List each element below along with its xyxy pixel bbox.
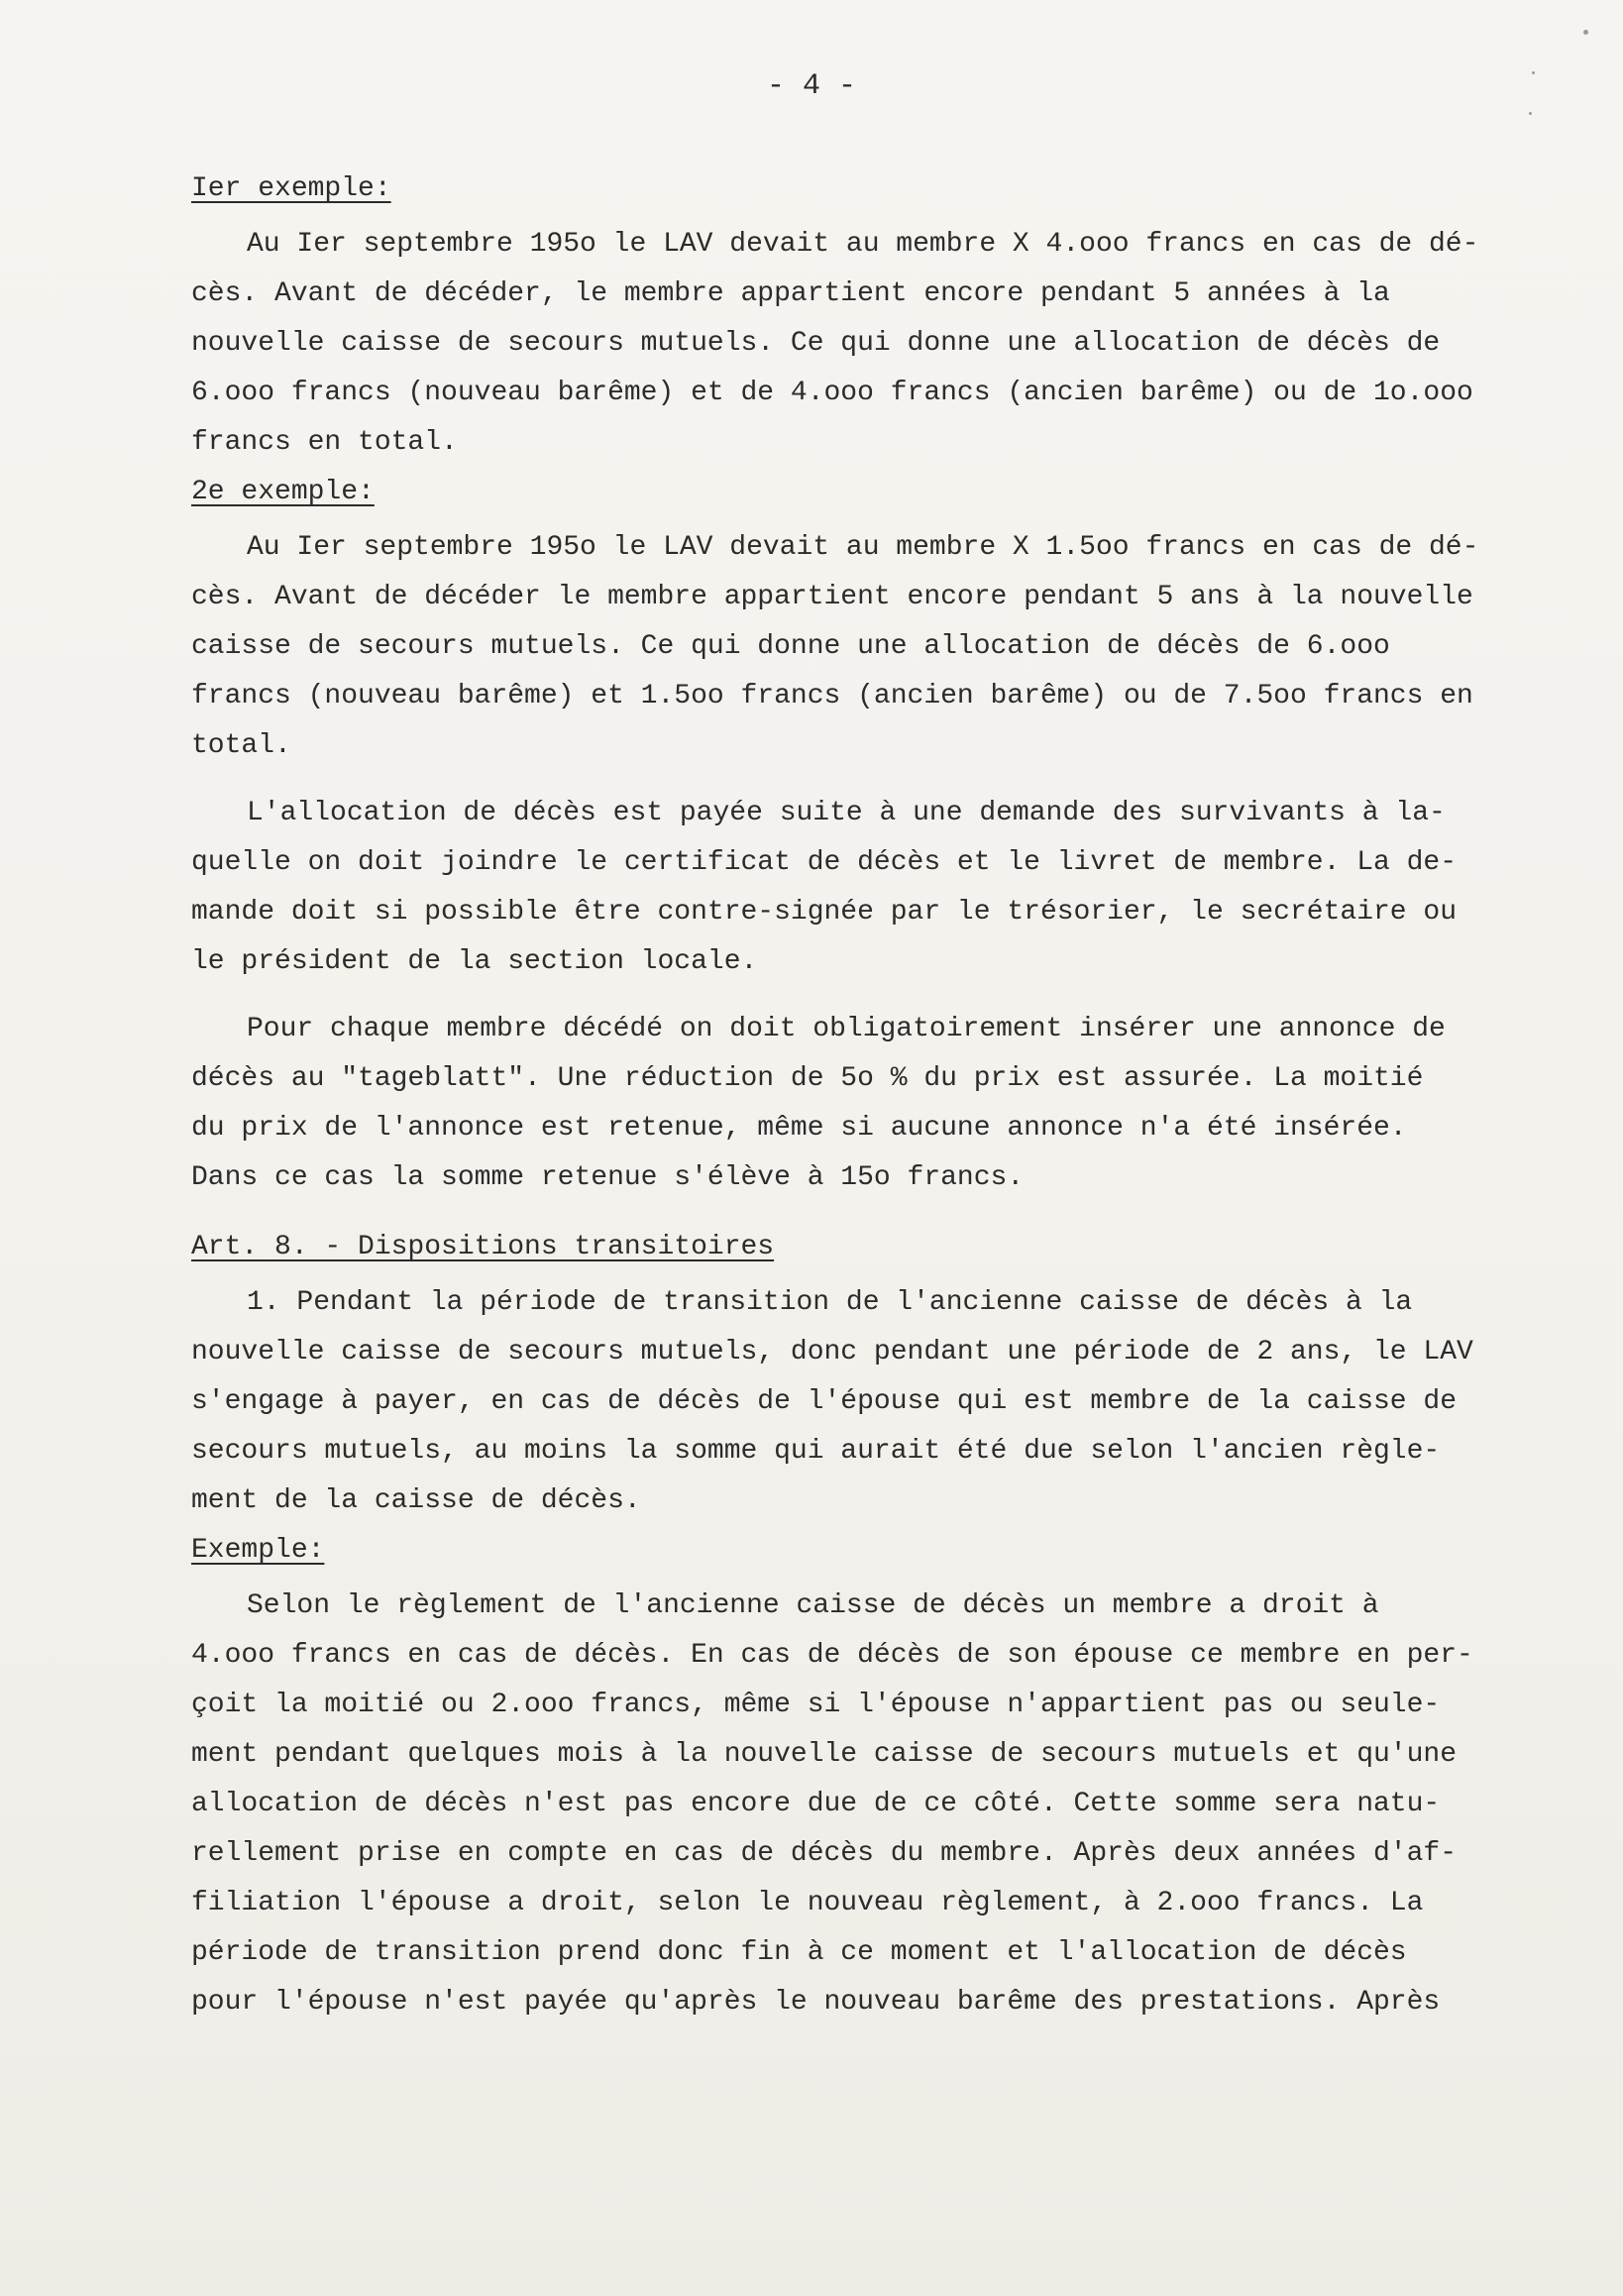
text-line: ment de la caisse de décès. <box>191 1485 641 1516</box>
text-line: allocation de décès n'est pas encore due de ce côté. Cette somme sera natu- <box>191 1789 1441 1819</box>
heading-example-2: 2e exemple: <box>191 477 375 507</box>
page-number: - 4 - <box>766 69 856 103</box>
heading-example-3: Exemple: <box>191 1535 325 1566</box>
text-line: Pour chaque membre décédé on doit obligatoirement insérer une annonce de <box>247 1014 1446 1044</box>
text-line: total. <box>191 730 291 761</box>
text-line: francs (nouveau barême) et 1.5oo francs (ancien barême) ou de 7.5oo francs en <box>191 681 1473 711</box>
text-line: s'engage à payer, en cas de décès de l'épouse qui est membre de la caisse de <box>191 1386 1458 1417</box>
paper-speck <box>1529 112 1532 115</box>
paragraph-death-claim <box>191 789 1578 987</box>
text-line: cès. Avant de décéder le membre appartient encore pendant 5 ans à la nouvelle <box>191 582 1473 612</box>
section-example-1 <box>191 164 1578 468</box>
text-line: secours mutuels, au moins la somme qui aurait été due selon l'ancien règle- <box>191 1436 1441 1467</box>
text-line: çoit la moitié ou 2.ooo francs, même si l'épouse n'appartient pas ou seule- <box>191 1690 1441 1720</box>
text-line: cès. Avant de décéder, le membre appartient encore pendant 5 années à la <box>191 278 1390 309</box>
text-line: du prix de l'annonce est retenue, même si aucune annonce n'a été insérée. <box>191 1113 1407 1144</box>
heading-example-1: Ier exemple: <box>191 173 391 204</box>
text-line: 4.ooo francs en cas de décès. En cas de décès de son épouse ce membre en per- <box>191 1640 1473 1671</box>
paragraph-example-2 <box>191 523 1578 771</box>
text-line: nouvelle caisse de secours mutuels. Ce qui donne une allocation de décès de <box>191 328 1441 359</box>
text-line: mande doit si possible être contre-signée par le trésorier, le secrétaire ou <box>191 897 1458 928</box>
text-line: décès au "tageblatt". Une réduction de 5o % du prix est assurée. La moitié <box>191 1063 1424 1094</box>
text-line: pour l'épouse n'est payée qu'après le nouveau barême des prestations. Après <box>191 1987 1441 2018</box>
text-line: L'allocation de décès est payée suite à une demande des survivants à la- <box>247 798 1446 828</box>
text-line: 1. Pendant la période de transition de l'ancienne caisse de décès à la <box>247 1287 1413 1318</box>
text-line: Au Ier septembre 195o le LAV devait au membre X 4.ooo francs en cas de dé- <box>247 229 1479 260</box>
document-body <box>191 164 1578 2027</box>
text-line: le président de la section locale. <box>191 946 758 977</box>
text-line: filiation l'épouse a droit, selon le nouveau règlement, à 2.ooo francs. La <box>191 1888 1424 1918</box>
text-line: francs en total. <box>191 427 458 458</box>
text-line: Au Ier septembre 195o le LAV devait au membre X 1.5oo francs en cas de dé- <box>247 532 1479 563</box>
paragraph-obituary-notice <box>191 1005 1578 1203</box>
heading-article-8: Art. 8. - Dispositions transitoires <box>191 1232 775 1262</box>
section-example-2 <box>191 468 1578 771</box>
text-line: nouvelle caisse de secours mutuels, donc pendant une période de 2 ans, le LAV <box>191 1337 1473 1367</box>
paragraph-example-1 <box>191 220 1578 468</box>
text-line: ment pendant quelques mois à la nouvelle caisse de secours mutuels et qu'une <box>191 1739 1458 1770</box>
text-line: rellement prise en compte en cas de décès du membre. Après deux années d'af- <box>191 1838 1458 1869</box>
section-article-8 <box>191 1223 1578 1526</box>
text-line: Selon le règlement de l'ancienne caisse de décès un membre a droit à <box>247 1590 1379 1621</box>
paper-speck <box>1532 71 1535 74</box>
paragraph-article-8-1 <box>191 1278 1578 1526</box>
text-line: caisse de secours mutuels. Ce qui donne une allocation de décès de 6.ooo <box>191 631 1390 662</box>
text-line: 6.ooo francs (nouveau barême) et de 4.ooo francs (ancien barême) ou de 1o.ooo <box>191 378 1473 408</box>
paragraph-example-3 <box>191 1582 1578 2027</box>
section-example-3 <box>191 1526 1578 2027</box>
paper-speck <box>1583 30 1588 35</box>
text-line: période de transition prend donc fin à ce moment et l'allocation de décès <box>191 1937 1407 1968</box>
text-line: quelle on doit joindre le certificat de décès et le livret de membre. La de- <box>191 847 1458 878</box>
text-line: Dans ce cas la somme retenue s'élève à 15o francs. <box>191 1162 1025 1193</box>
